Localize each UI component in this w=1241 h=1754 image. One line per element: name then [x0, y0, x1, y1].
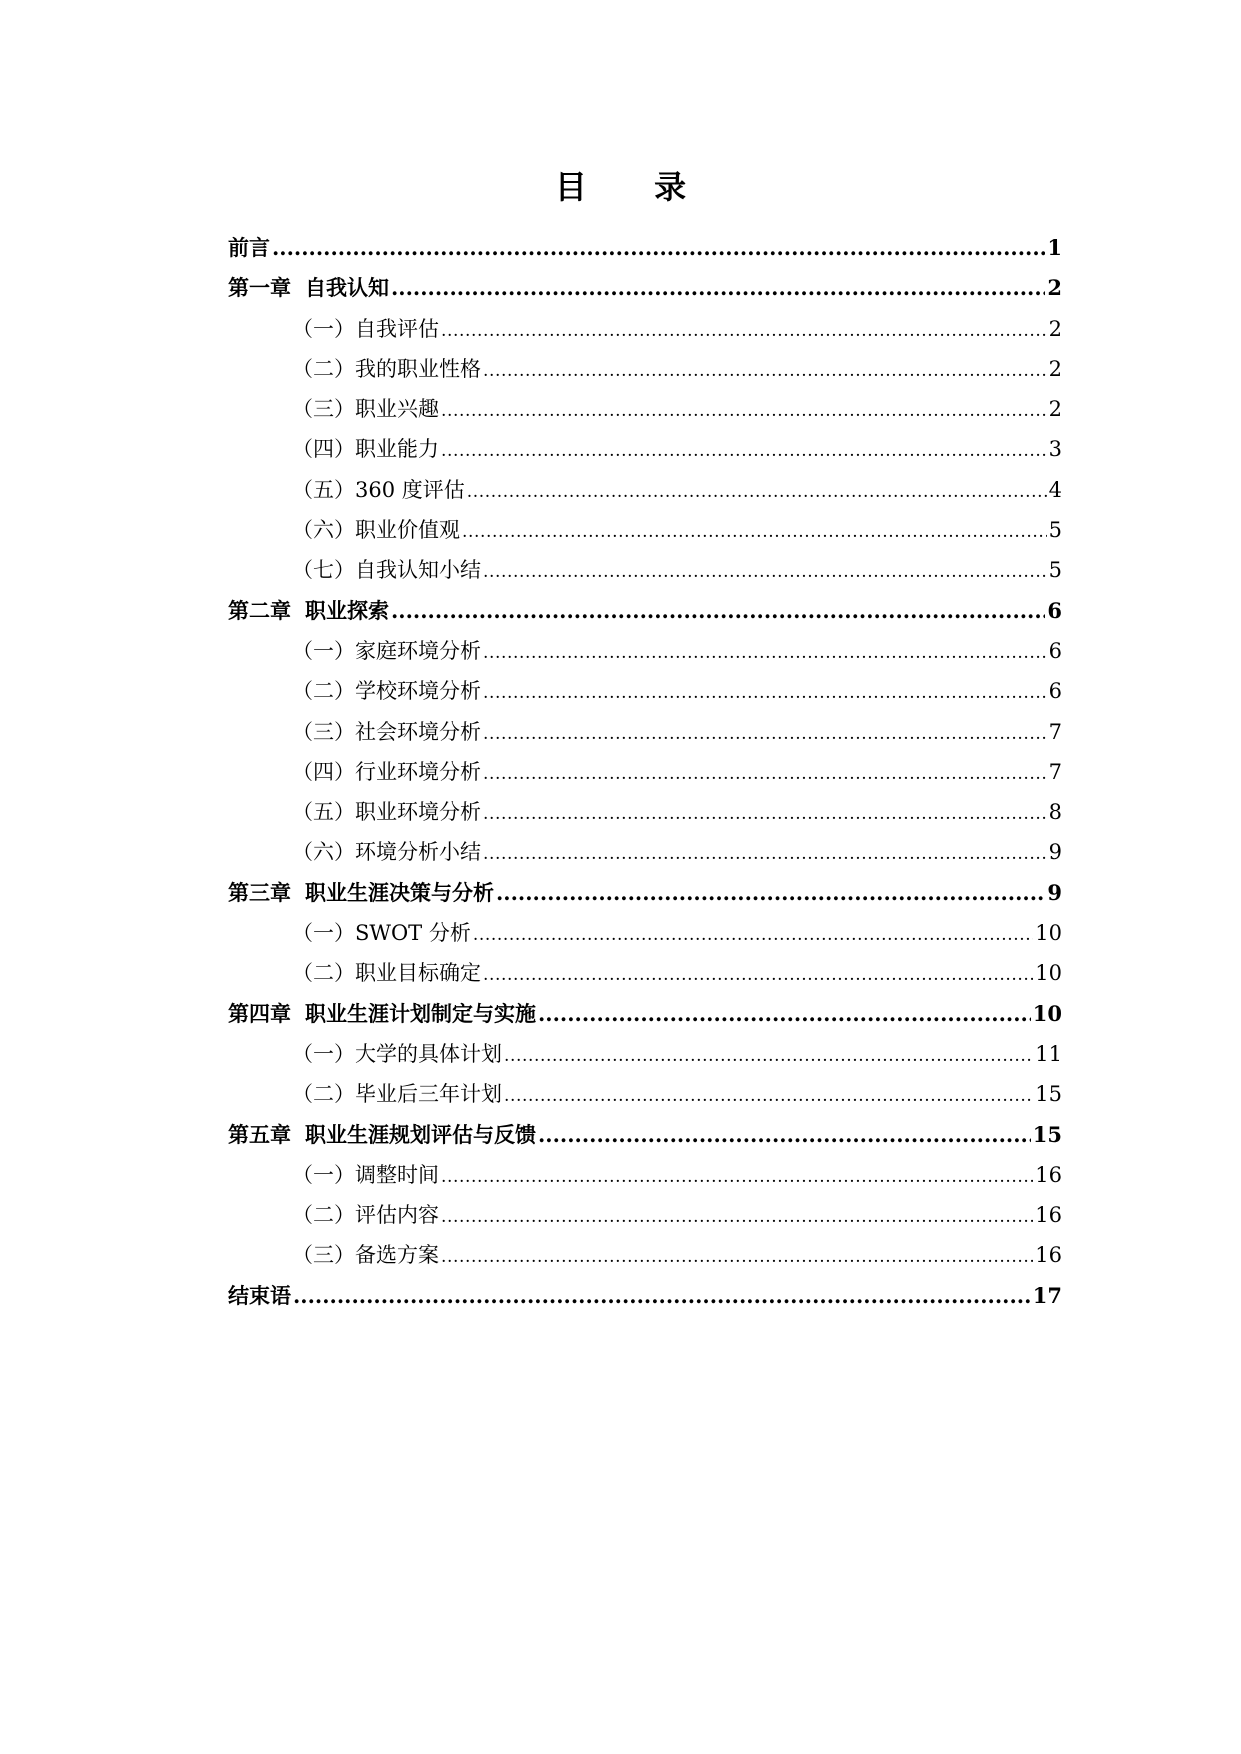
toc-chapter-entry[interactable] [228, 994, 1062, 1034]
toc-chapter-number: 第二章 [228, 597, 291, 623]
toc-section-entry[interactable] [228, 470, 1062, 510]
dot-leader [467, 472, 1047, 512]
toc-entry-label: （二）毕业后三年计划 [292, 1082, 502, 1107]
toc-page-number: 2 [1048, 356, 1062, 381]
toc-entry-label: （二）我的职业性格 [292, 356, 481, 381]
toc-page-number: 16 [1035, 1203, 1062, 1228]
toc-page-number: 7 [1048, 759, 1062, 784]
toc-entry-label: （一）家庭环境分析 [292, 638, 481, 663]
toc-chapter-entry[interactable] [228, 873, 1062, 913]
toc-section-entry[interactable] [228, 1155, 1062, 1195]
toc-chapter-entry[interactable] [228, 591, 1062, 631]
toc-entry-label: （二）职业目标确定 [292, 961, 481, 986]
dot-leader [293, 1276, 1031, 1316]
dot-leader [441, 431, 1047, 471]
toc-page-number: 9 [1047, 879, 1062, 905]
toc-entry-label: （四）职业能力 [292, 437, 439, 462]
toc-section-entry[interactable] [228, 671, 1062, 711]
dot-leader [483, 754, 1047, 794]
toc-section-entry[interactable] [228, 510, 1062, 550]
dot-leader [483, 673, 1047, 713]
toc-section-entry[interactable] [228, 309, 1062, 349]
toc-section-entry[interactable] [228, 832, 1062, 872]
toc-section-entry[interactable] [228, 1034, 1062, 1074]
dot-leader [441, 1157, 1033, 1197]
toc-page-number: 6 [1048, 638, 1062, 663]
dot-leader [496, 873, 1045, 913]
dot-leader [483, 633, 1047, 673]
toc-entry-label: （一）自我评估 [292, 316, 439, 341]
toc-section-entry[interactable] [228, 1235, 1062, 1275]
toc-entry-label: （三）社会环境分析 [292, 719, 481, 744]
toc-section-entry[interactable] [228, 1074, 1062, 1114]
toc-page-number: 10 [1035, 961, 1062, 986]
toc-section-entry[interactable] [228, 752, 1062, 792]
dot-leader [538, 1115, 1031, 1155]
toc-section-entry[interactable] [228, 712, 1062, 752]
toc-page-number: 15 [1032, 1121, 1062, 1147]
dot-leader [441, 311, 1047, 351]
dot-leader [441, 1237, 1033, 1277]
toc-page-number: 2 [1048, 397, 1062, 422]
toc-page-number: 5 [1048, 518, 1062, 543]
toc-page-number: 9 [1048, 840, 1062, 865]
toc-section-entry[interactable] [228, 349, 1062, 389]
toc-section-entry[interactable] [228, 429, 1062, 469]
toc-chapter-entry[interactable] [228, 1115, 1062, 1155]
toc-section-entry[interactable] [228, 953, 1062, 993]
dot-leader [504, 1036, 1033, 1076]
dot-leader [483, 794, 1047, 834]
toc-entry-label: 职业生涯计划制定与实施 [305, 1000, 536, 1026]
toc-entry-label: 自我认知 [305, 275, 389, 301]
toc-entry-label: （六）环境分析小结 [292, 840, 481, 865]
toc-entry-label: （二）评估内容 [292, 1203, 439, 1228]
toc-page-number: 7 [1048, 719, 1062, 744]
toc-entry-label: 职业生涯规划评估与反馈 [305, 1121, 536, 1147]
toc-entry-label: （三）职业兴趣 [292, 397, 439, 422]
dot-leader [391, 591, 1045, 631]
toc-section-entry[interactable] [228, 1195, 1062, 1235]
toc-chapter-entry[interactable] [228, 1276, 1062, 1316]
toc-page-number: 8 [1048, 800, 1062, 825]
toc-section-entry[interactable] [228, 792, 1062, 832]
toc-page-number: 17 [1032, 1282, 1062, 1308]
toc-entry-label: 前言 [228, 235, 270, 260]
toc-page-number: 15 [1035, 1082, 1062, 1107]
dot-leader [483, 834, 1047, 874]
toc-list [228, 228, 1062, 1316]
toc-page-number: 4 [1048, 477, 1062, 502]
toc-chapter-number: 第四章 [228, 1000, 291, 1026]
toc-chapter-number: 第五章 [228, 1121, 291, 1147]
toc-entry-label: （二）学校环境分析 [292, 679, 481, 704]
dot-leader [504, 1076, 1033, 1116]
toc-title: 目 录 [554, 168, 715, 206]
toc-entry-label: （三）备选方案 [292, 1243, 439, 1268]
toc-page-number: 1 [1047, 235, 1062, 260]
dot-leader [538, 994, 1031, 1034]
toc-chapter-entry[interactable] [228, 228, 1062, 268]
toc-page-number: 6 [1047, 597, 1062, 623]
toc-page-number: 10 [1035, 921, 1062, 946]
toc-page-number: 2 [1048, 316, 1062, 341]
dot-leader [483, 955, 1033, 995]
toc-entry-label: （一）调整时间 [292, 1162, 439, 1187]
toc-page-number: 11 [1035, 1041, 1062, 1066]
toc-chapter-number: 第一章 [228, 275, 291, 301]
dot-leader [391, 268, 1045, 308]
toc-entry-label: （四）行业环境分析 [292, 759, 481, 784]
toc-page-number: 10 [1032, 1000, 1062, 1026]
toc-entry-label: （七）自我认知小结 [292, 558, 481, 583]
toc-section-entry[interactable] [228, 550, 1062, 590]
dot-leader [483, 714, 1047, 754]
dot-leader [272, 228, 1045, 268]
toc-entry-label: （五）360 度评估 [292, 477, 465, 502]
dot-leader [441, 1197, 1033, 1237]
toc-page-number: 2 [1047, 275, 1062, 301]
toc-entry-label: （一）大学的具体计划 [292, 1041, 502, 1066]
dot-leader [483, 552, 1047, 592]
toc-chapter-number: 第三章 [228, 879, 291, 905]
toc-section-entry[interactable] [228, 631, 1062, 671]
dot-leader [473, 915, 1033, 955]
toc-entry-label: 结束语 [228, 1282, 291, 1308]
toc-page-number: 3 [1048, 437, 1062, 462]
dot-leader [462, 512, 1047, 552]
toc-entry-label: （五）职业环境分析 [292, 800, 481, 825]
toc-entry-label: （六）职业价值观 [292, 518, 460, 543]
toc-section-entry[interactable] [228, 389, 1062, 429]
toc-page-number: 6 [1048, 679, 1062, 704]
dot-leader [441, 391, 1047, 431]
toc-chapter-entry[interactable] [228, 268, 1062, 308]
toc-section-entry[interactable] [228, 913, 1062, 953]
toc-entry-label: 职业探索 [305, 597, 389, 623]
toc-page-number: 5 [1048, 558, 1062, 583]
toc-page-number: 16 [1035, 1243, 1062, 1268]
toc-page-number: 16 [1035, 1162, 1062, 1187]
toc-entry-label: （一）SWOT 分析 [292, 921, 471, 946]
dot-leader [483, 351, 1047, 391]
toc-entry-label: 职业生涯决策与分析 [305, 879, 494, 905]
